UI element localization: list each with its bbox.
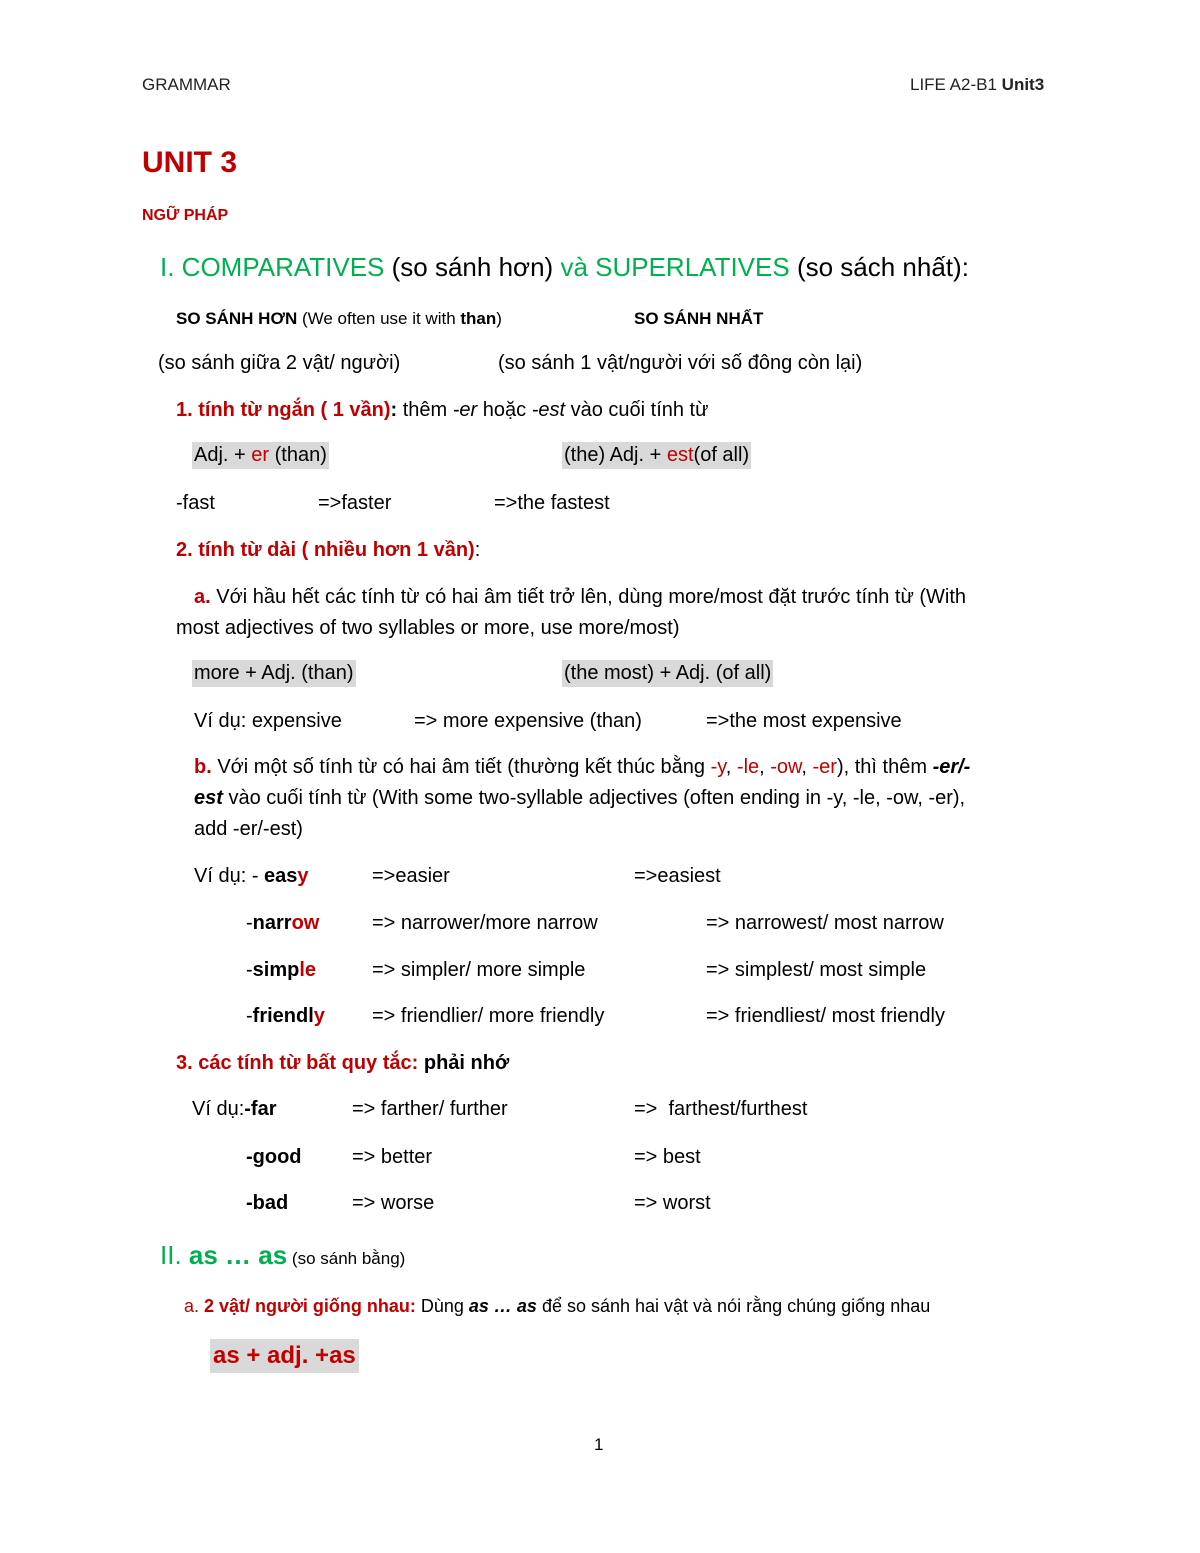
rule-2-colon: : — [474, 539, 481, 561]
superlatives-vi: (so sách nhất): — [789, 252, 969, 282]
irregular-word — [246, 1146, 302, 1169]
comparatives-title: COMPARATIVES — [181, 252, 385, 282]
rule-2a-superlative-formula: (the most) + Adj. (of all) — [562, 660, 773, 687]
comparative-label: SO SÁNH HƠN — [176, 309, 298, 328]
rule-1-text-b: hoặc — [477, 399, 532, 421]
comparative-note-open: (We often use it with — [297, 309, 461, 328]
rule-2b-est: est — [194, 787, 223, 809]
comparative-column-heading — [176, 309, 502, 329]
comma: , — [759, 756, 771, 778]
page-title: UNIT 3 — [142, 146, 238, 179]
page-number: 1 — [594, 1435, 604, 1454]
example-comparative: => narrower/more narrow — [372, 912, 598, 934]
section-2a-as-as: as … as — [468, 1296, 537, 1316]
irregular-word — [192, 1098, 277, 1121]
ending-ow: -ow — [770, 756, 802, 778]
irregular-base: -good — [246, 1146, 302, 1168]
formula-the-adj: (the) Adj. + — [564, 444, 667, 466]
rule-2-title: 2. tính từ dài ( nhiều hơn 1 vần) — [176, 539, 475, 561]
example-comparative: => simpler/ more simple — [372, 959, 586, 981]
section-2-subtitle: (so sánh bằng) — [287, 1249, 406, 1268]
section-2a-text-2: để so sánh hai vật và nói rằng chúng giống nhau — [536, 1296, 931, 1316]
example-stem: simp — [252, 959, 300, 981]
example-prefix: - — [246, 912, 253, 934]
rule-3-title: 3. các tính từ bất quy tắc: — [176, 1052, 419, 1074]
example-ending: y — [313, 1005, 325, 1027]
rule-2b-text-2: ), thì thêm — [836, 756, 933, 778]
example-superlative: => friendliest/ most friendly — [706, 1005, 945, 1027]
formula-adj: Adj. + — [194, 444, 252, 466]
comma: , — [725, 756, 737, 778]
formula-er: er — [251, 444, 270, 466]
rule-2a-example-comparative: => more expensive (than) — [414, 710, 642, 732]
rule-2a-example-label: Ví dụ: expensive — [194, 710, 342, 732]
irregular-comparative: => better — [352, 1146, 433, 1168]
example-prefix: - — [246, 959, 253, 981]
irregular-prefix: Ví dụ: — [192, 1098, 245, 1120]
section-2-number: II. — [160, 1240, 189, 1270]
rule-2a-example-superlative: =>the most expensive — [706, 710, 902, 732]
formula-of-all: (of all) — [693, 444, 750, 466]
section-1-heading — [160, 252, 969, 283]
rule-1-example-comparative: =>faster — [318, 492, 392, 514]
rule-2a-line-2: most adjectives of two syllables or more, use more/most) — [176, 617, 680, 639]
rule-2b-line-3: add -er/-est) — [194, 818, 303, 840]
example-superlative: => simplest/ most simple — [706, 959, 927, 981]
rule-2-heading — [176, 539, 480, 562]
rule-2b-line-1 — [194, 756, 970, 779]
rule-1-superlative-formula — [562, 442, 751, 469]
example-stem: narr — [252, 912, 292, 934]
example-stem: eas — [264, 865, 298, 887]
rule-2a-comparative-formula: more + Adj. (than) — [192, 660, 356, 687]
irregular-superlative: => worst — [634, 1192, 711, 1214]
rule-2a-line-1 — [194, 586, 966, 609]
comparatives-vi: (so sánh hơn) — [384, 252, 561, 282]
comma: , — [801, 756, 813, 778]
page-subtitle: NGỮ PHÁP — [142, 207, 229, 224]
example-word — [194, 865, 309, 888]
section-2a-text-1: Dùng — [415, 1296, 469, 1316]
example-comparative: => friendlier/ more friendly — [372, 1005, 605, 1027]
ending-er: -er — [812, 756, 837, 778]
irregular-comparative: => farther/ further — [352, 1098, 508, 1120]
irregular-base: -bad — [246, 1192, 289, 1214]
example-ending: ow — [291, 912, 320, 934]
irregular-superlative: => farthest/furthest — [634, 1098, 808, 1120]
rule-2b-label: b. — [194, 756, 212, 778]
comparative-explanation: (so sánh giữa 2 vật/ người) — [158, 352, 401, 374]
header-course: LIFE A2-B1 — [910, 75, 1002, 94]
example-word — [246, 1005, 325, 1028]
irregular-comparative: => worse — [352, 1192, 435, 1214]
section-2a-line — [184, 1296, 930, 1317]
rule-1-est: -est — [531, 399, 566, 421]
rule-1-er: -er — [452, 399, 478, 421]
example-word — [246, 912, 319, 935]
section-1-number: I. — [160, 252, 182, 282]
superlative-explanation: (so sánh 1 vật/người với số đông còn lại) — [498, 352, 863, 374]
example-superlative: =>easiest — [634, 865, 721, 887]
rule-2a-label: a. — [194, 586, 211, 608]
and-word: và — [560, 252, 588, 282]
rule-2a-text-1: Với hầu hết các tính từ có hai âm tiết trở lên, dùng more/most đặt trước tính từ (With — [210, 586, 967, 608]
comparative-note-close: ) — [496, 309, 502, 328]
irregular-word — [246, 1192, 288, 1215]
section-2-heading — [160, 1240, 405, 1271]
rule-1-text-a: thêm — [402, 399, 453, 421]
example-prefix: - — [246, 1005, 253, 1027]
header-left: GRAMMAR — [142, 75, 231, 94]
example-prefix: Ví dụ: - — [194, 865, 265, 887]
ending-le: -le — [736, 756, 760, 778]
superlatives-title: SUPERLATIVES — [587, 252, 790, 282]
example-superlative: => narrowest/ most narrow — [706, 912, 944, 934]
rule-2b-line-2 — [194, 787, 965, 810]
formula-est: est — [666, 444, 694, 466]
as-as-formula: as + adj. +as — [210, 1339, 359, 1373]
rule-2b-text-1: Với một số tính từ có hai âm tiết (thường kết thúc bằng — [211, 756, 711, 778]
irregular-base: -far — [244, 1098, 277, 1120]
section-2-title: as … as — [188, 1240, 288, 1270]
example-stem: friendl — [252, 1005, 314, 1027]
rule-2b-er-est: -er/- — [932, 756, 971, 778]
example-ending: y — [297, 865, 309, 887]
rule-3-heading — [176, 1052, 509, 1075]
header-right — [910, 75, 1044, 95]
superlative-column-heading: SO SÁNH NHẤT — [634, 309, 764, 328]
formula-than: (than) — [269, 444, 327, 466]
example-word — [246, 959, 316, 982]
rule-1-colon: : — [390, 399, 403, 421]
rule-1-example-base: -fast — [176, 492, 215, 514]
rule-1-comparative-formula — [192, 442, 329, 469]
example-comparative: =>easier — [372, 865, 450, 887]
section-2a-label: a. — [184, 1296, 200, 1316]
comparative-note-than: than — [460, 309, 497, 328]
irregular-superlative: => best — [634, 1146, 701, 1168]
example-ending: le — [299, 959, 317, 981]
rule-1-title: 1. tính từ ngắn ( 1 vần) — [176, 399, 391, 421]
rule-1-text-c: vào cuối tính từ — [565, 399, 709, 421]
rule-3-note: phải nhớ — [418, 1052, 510, 1074]
header-unit: Unit3 — [1001, 75, 1045, 94]
rule-1-example-superlative: =>the fastest — [494, 492, 610, 514]
rule-2b-text-3: vào cuối tính từ (With some two-syllable adjectives (often ending in -y, -le, -ow, -er), — [222, 787, 966, 809]
section-2a-heading: 2 vật/ người giống nhau: — [199, 1296, 416, 1316]
rule-1-heading — [176, 399, 709, 422]
ending-y: -y — [710, 756, 726, 778]
